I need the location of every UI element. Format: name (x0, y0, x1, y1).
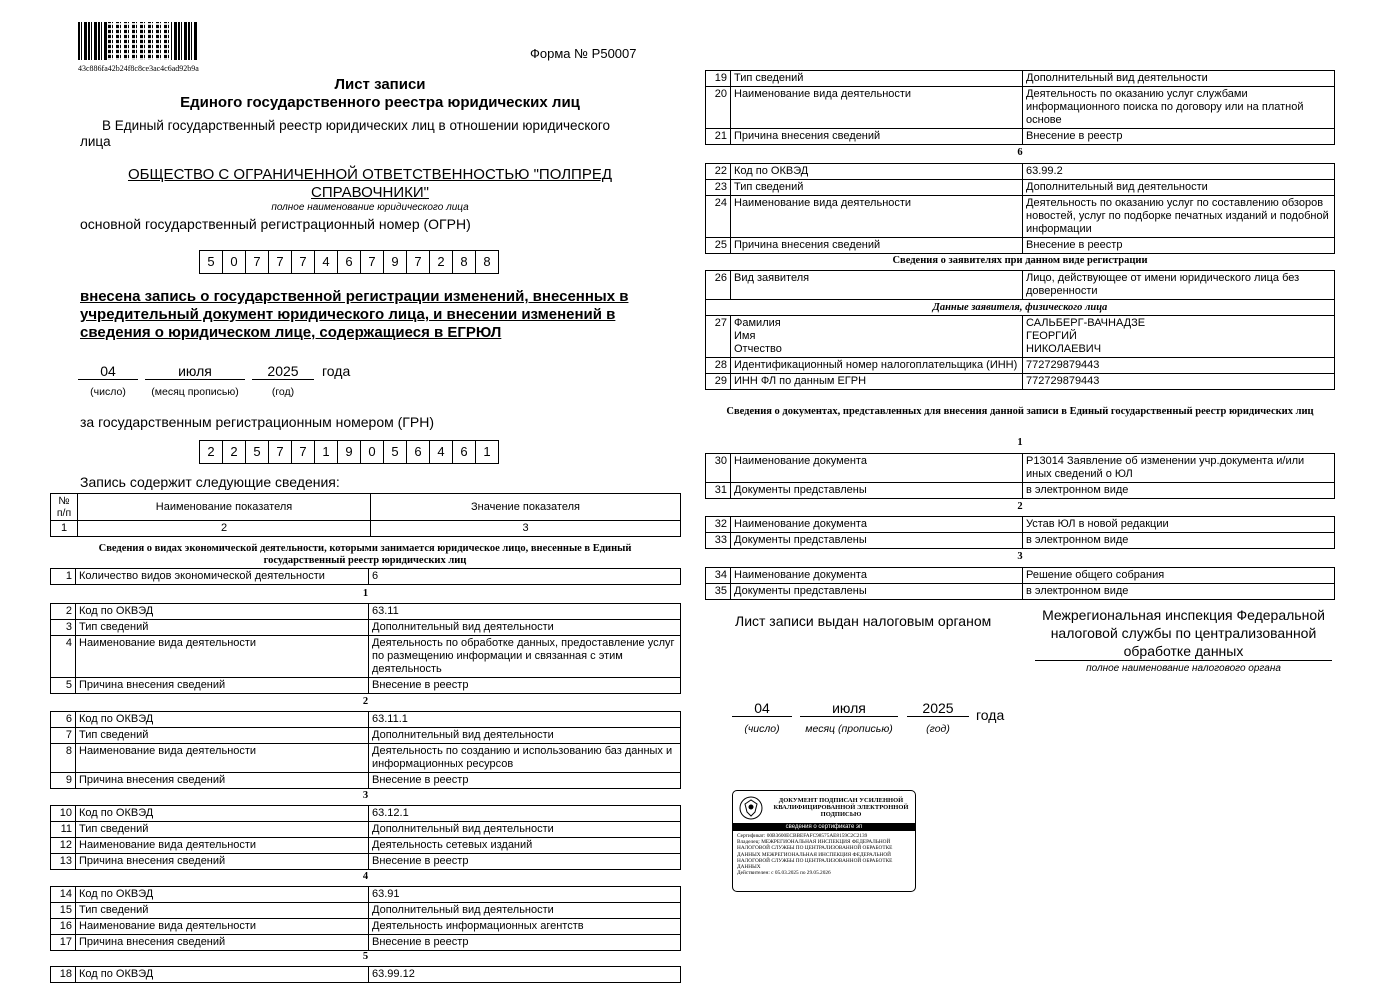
grn-digit: 6 (452, 440, 476, 464)
col-index: 3 (371, 521, 681, 537)
table-cell: Внесение в реестр (1023, 129, 1335, 145)
table-cell: Тип сведений (76, 728, 369, 744)
table-cell: Дополнительный вид деятельности (369, 903, 681, 919)
applicants-title: Сведения о заявителях при данном виде регистрации (892, 255, 1148, 266)
table-row (706, 454, 1335, 483)
ogrn-digit: 0 (222, 250, 246, 274)
grn-digit: 2 (199, 440, 223, 464)
grn-digit: 2 (222, 440, 246, 464)
table-row (706, 129, 1335, 145)
table-cell: Деятельность по оказанию услуг службами информационного поиска по договору или на платной основе (1023, 87, 1335, 129)
table-cell: Причина внесения сведений (76, 678, 369, 694)
table-cell: Деятельность по созданию и использованию баз данных и информационных ресурсов (369, 744, 681, 773)
table-cell: Код по ОКВЭД (76, 887, 369, 903)
group-number: 6 (1017, 147, 1023, 158)
ogrn-digit: 4 (314, 250, 338, 274)
group-number: 1 (362, 588, 369, 599)
grn-digit: 1 (475, 440, 499, 464)
table-cell: 17 (51, 935, 76, 951)
table-cell: 63.99.2 (1023, 164, 1335, 180)
entry-text: внесена запись о государственной регистрации изменений, внесенных в учредительный документ юридического лица, и внесении изменений в сведения о юридическом лице, содержащиеся в ЕГРЮЛ (80, 288, 629, 341)
table-cell: 7 (51, 728, 76, 744)
table-cell: Наименование вида деятельности (731, 87, 1023, 129)
table-cell: САЛЬБЕРГ-ВАЧНАДЗЕ ГЕОРГИЙ НИКОЛАЕВИЧ (1023, 316, 1335, 358)
person-title: Данные заявителя, физического лица (706, 300, 1335, 316)
table-cell: 31 (706, 483, 731, 499)
table-cell: Тип сведений (76, 822, 369, 838)
table-row (51, 919, 681, 935)
okved-group-5-cont (705, 70, 1335, 145)
table-cell: 29 (706, 374, 731, 390)
table-cell: 1 (51, 569, 76, 585)
table-row (706, 316, 1335, 358)
table-cell: 12 (51, 838, 76, 854)
intro-text: В Единый государственный реестр юридических лиц в отношении юридического лица (80, 118, 611, 149)
table-cell: Дополнительный вид деятельности (1023, 180, 1335, 196)
table-cell: Документы представлены (731, 533, 1023, 549)
table-cell: 772729879443 (1023, 374, 1335, 390)
issue-date-year: 2025 (907, 700, 969, 717)
table-cell: 63.11.1 (369, 712, 681, 728)
table-cell: Лицо, действующее от имени юридического лица без доверенности (1023, 271, 1335, 300)
table-row (706, 180, 1335, 196)
table-cell: 34 (706, 568, 731, 584)
table-cell: 26 (706, 271, 731, 300)
table-cell: 11 (51, 822, 76, 838)
table-cell: Тип сведений (76, 903, 369, 919)
table-cell: 14 (51, 887, 76, 903)
table-cell: 16 (51, 919, 76, 935)
col-name-header: Наименование показателя (78, 494, 371, 521)
okved-group-2 (50, 711, 681, 789)
table-cell: 28 (706, 358, 731, 374)
table-cell: Вид заявителя (731, 271, 1023, 300)
table-cell: 63.99.12 (369, 967, 681, 983)
table-cell: Причина внесения сведений (731, 129, 1023, 145)
table-cell: Наименование вида деятельности (76, 744, 369, 773)
ogrn-digit: 7 (291, 250, 315, 274)
date-month-caption: (месяц прописью) (151, 386, 239, 398)
stamp-valid: Действителен: с 05.03.2025 по 29.05.2026 (737, 870, 831, 877)
table-row (50, 568, 681, 585)
table-row (706, 87, 1335, 129)
ogrn-digit: 8 (452, 250, 476, 274)
ogrn-digit: 8 (475, 250, 499, 274)
table-cell: Причина внесения сведений (76, 854, 369, 870)
date-year-caption: (год) (271, 386, 295, 398)
table-cell: Дополнительный вид деятельности (369, 822, 681, 838)
table-cell: 6 (51, 712, 76, 728)
grn-label: за государственным регистрационным номером (ГРН) (80, 414, 434, 430)
okved-group-1 (50, 603, 681, 694)
table-cell: 24 (706, 196, 731, 238)
table-cell: Тип сведений (731, 71, 1023, 87)
applicant-table (705, 270, 1335, 390)
table-cell: 9 (51, 773, 76, 789)
issue-date-month: июля (800, 700, 898, 717)
table-cell: Тип сведений (76, 620, 369, 636)
table-cell: Дополнительный вид деятельности (369, 728, 681, 744)
document-group-3 (705, 567, 1335, 600)
e-signature-stamp (732, 790, 916, 892)
issue-month-caption: месяц (прописью) (805, 723, 893, 735)
table-cell: 13 (51, 854, 76, 870)
ogrn-digit: 7 (245, 250, 269, 274)
table-cell: 21 (706, 129, 731, 145)
table-row (706, 374, 1335, 390)
org-caption: полное наименование юридического лица (271, 202, 469, 213)
table-cell: Наименование вида деятельности (76, 919, 369, 935)
table-cell: Р13014 Заявление об изменении учр.документа и/или иных сведений о ЮЛ (1023, 454, 1335, 483)
date-day: 04 (78, 363, 138, 380)
col-index: 1 (51, 521, 78, 537)
table-row (51, 773, 681, 789)
table-cell: Внесение в реестр (369, 935, 681, 951)
table-cell: Внесение в реестр (1023, 238, 1335, 254)
issue-date-day: 04 (732, 700, 792, 717)
title-line-1: Лист записи (334, 76, 426, 93)
table-row (51, 712, 681, 728)
table-cell: 18 (51, 967, 76, 983)
table-cell: в электронном виде (1023, 584, 1335, 600)
table-row (51, 838, 681, 854)
table-cell: 3 (51, 620, 76, 636)
tax-authority-name: Межрегиональная инспекция Федеральной налоговой службы по централизованной обработке данных (1035, 606, 1332, 661)
ogrn-digit: 7 (268, 250, 292, 274)
table-row (51, 728, 681, 744)
table-cell: Деятельность по обработке данных, предоставление услуг по размещению информации и связанная с этим деятельность (369, 636, 681, 678)
table-cell: Причина внесения сведений (76, 935, 369, 951)
table-cell: Код по ОКВЭД (731, 164, 1023, 180)
date-day-caption: (число) (90, 386, 126, 398)
col-index: 2 (78, 521, 371, 537)
ogrn-label: основной государственный регистрационный номер (ОГРН) (80, 216, 471, 232)
table-cell: 63.12.1 (369, 806, 681, 822)
table-cell: Тип сведений (731, 180, 1023, 196)
table-cell: 63.11 (369, 604, 681, 620)
table-row (51, 620, 681, 636)
table-cell: 25 (706, 238, 731, 254)
table-cell: Внесение в реестр (369, 678, 681, 694)
table-cell: 8 (51, 744, 76, 773)
group-number: 5 (362, 951, 369, 962)
table-row (706, 164, 1335, 180)
grn-digit: 5 (245, 440, 269, 464)
table-row (706, 271, 1335, 300)
issue-date-suffix: года (976, 707, 1005, 723)
table-row (706, 517, 1335, 533)
issue-year-caption: (год) (926, 723, 950, 735)
table-cell: 20 (706, 87, 731, 129)
table-cell: Наименование документа (731, 454, 1023, 483)
grn-digit: 9 (337, 440, 361, 464)
table-cell: Устав ЮЛ в новой редакции (1023, 517, 1335, 533)
ogrn-digit: 7 (360, 250, 384, 274)
ogrn-digit: 5 (199, 250, 223, 274)
table-cell: в электронном виде (1023, 483, 1335, 499)
grn-digit: 5 (383, 440, 407, 464)
table-header (50, 493, 681, 537)
group-number: 3 (1017, 551, 1023, 562)
table-cell: Фамилия Имя Отчество (731, 316, 1023, 358)
table-row (51, 806, 681, 822)
table-cell: Дополнительный вид деятельности (369, 620, 681, 636)
grn-digit: 6 (406, 440, 430, 464)
document-group-1 (705, 453, 1335, 499)
table-cell: 15 (51, 903, 76, 919)
group-number: 3 (362, 790, 369, 801)
grn-digit: 4 (429, 440, 453, 464)
date-month: июля (145, 363, 245, 380)
table-cell: Количество видов экономической деятельности (76, 569, 369, 585)
table-row (51, 636, 681, 678)
table-cell: 6 (369, 569, 681, 585)
grn-digit: 7 (291, 440, 315, 464)
date-year: 2025 (252, 363, 314, 380)
grn-digit: 7 (268, 440, 292, 464)
okved-group-4 (50, 886, 681, 951)
stamp-owner: Владелец: МЕЖРЕГИОНАЛЬНАЯ ИНСПЕКЦИЯ ФЕДЕРАЛЬНОЙ НАЛОГОВОЙ СЛУЖБЫ ПО ЦЕНТРАЛИЗОВАННОЙ ОБРАБОТКЕ ДАННЫХ МЕЖРЕГИОНАЛЬНАЯ ИНСПЕКЦИЯ ФЕДЕРАЛЬНОЙ НАЛОГОВОЙ СЛУЖБЫ ПО ЦЕНТРАЛИЗОВАННОЙ ОБРАБОТКЕ ДАННЫХ (737, 839, 893, 871)
ogrn-digit: 9 (383, 250, 407, 274)
table-cell: ИНН ФЛ по данным ЕГРН (731, 374, 1023, 390)
group-number: 4 (362, 871, 369, 882)
title-line-2: Единого государственного реестра юридических лиц (180, 94, 580, 111)
table-row (706, 533, 1335, 549)
table-cell: Наименование вида деятельности (76, 636, 369, 678)
group-number: 2 (1017, 501, 1023, 512)
tax-authority-caption: полное наименование налогового органа (1086, 663, 1281, 674)
table-cell: 4 (51, 636, 76, 678)
table-row (51, 604, 681, 620)
table-row (706, 584, 1335, 600)
table-cell: Деятельность по оказанию услуг по составлению обзоров новостей, услуг по подборке печатных изданий и подобной информации (1023, 196, 1335, 238)
stamp-body (737, 833, 913, 876)
table-row (51, 822, 681, 838)
table-cell: Причина внесения сведений (76, 773, 369, 789)
table-cell: 32 (706, 517, 731, 533)
group-number: 2 (362, 696, 369, 707)
stamp-bar: сведения о сертификате эп (733, 823, 915, 831)
table-cell: Деятельность информационных агентств (369, 919, 681, 935)
issued-label: Лист записи выдан налоговым органом (735, 613, 992, 629)
stamp-cert: Сертификат: 00B3600ECBBEFAFC98575AE8159C2C2139 (737, 833, 868, 839)
table-cell: 22 (706, 164, 731, 180)
grn-boxes (200, 440, 499, 464)
table-row (706, 483, 1335, 499)
barcode-hash: 43c886fa42b24f8c8ce3ac4c6ad92b9a (78, 64, 199, 73)
date-suffix: года (322, 363, 351, 379)
table-cell: Код по ОКВЭД (76, 967, 369, 983)
okved-group-3 (50, 805, 681, 870)
table-cell: Код по ОКВЭД (76, 712, 369, 728)
table-cell: 35 (706, 584, 731, 600)
table-cell: Код по ОКВЭД (76, 604, 369, 620)
table-row (706, 358, 1335, 374)
issue-day-caption: (число) (744, 723, 780, 735)
table-cell: Дополнительный вид деятельности (1023, 71, 1335, 87)
documents-title: Сведения о документах, представленных для внесения данной записи в Единый государственный реестр юридических лиц (726, 406, 1314, 417)
table-cell: Наименование документа (731, 568, 1023, 584)
ogrn-digit: 2 (429, 250, 453, 274)
table-cell: в электронном виде (1023, 533, 1335, 549)
table-cell: Идентификационный номер налогоплательщика (ИНН) (731, 358, 1023, 374)
emblem-icon (737, 795, 765, 821)
grn-digit: 1 (314, 440, 338, 464)
org-name: ОБЩЕСТВО С ОГРАНИЧЕННОЙ ОТВЕТСТВЕННОСТЬЮ "ПОЛПРЕД СПРАВОЧНИКИ" (127, 166, 612, 201)
table-row (706, 568, 1335, 584)
table-cell: Наименование вида деятельности (76, 838, 369, 854)
table-cell: 63.91 (369, 887, 681, 903)
grn-digit: 0 (360, 440, 384, 464)
contains-label: Запись содержит следующие сведения: (80, 474, 340, 490)
table-row (51, 854, 681, 870)
table-cell: Наименование документа (731, 517, 1023, 533)
table-cell: 30 (706, 454, 731, 483)
table-cell: Наименование вида деятельности (731, 196, 1023, 238)
table-cell: Документы представлены (731, 483, 1023, 499)
table-cell: Код по ОКВЭД (76, 806, 369, 822)
table-cell: 10 (51, 806, 76, 822)
table-row (706, 238, 1335, 254)
table-row (51, 903, 681, 919)
ogrn-boxes (200, 250, 499, 274)
table-cell: 772729879443 (1023, 358, 1335, 374)
stamp-title: ДОКУМЕНТ ПОДПИСАН УСИЛЕННОЙ КВАЛИФИЦИРОВАННОЙ ЭЛЕКТРОННОЙ ПОДПИСЬЮ (773, 797, 909, 818)
col-num-header: № п/п (51, 494, 78, 521)
table-cell: Внесение в реестр (369, 773, 681, 789)
okved-group-6 (705, 163, 1335, 254)
table-cell: Причина внесения сведений (731, 238, 1023, 254)
table-cell: Решение общего собрания (1023, 568, 1335, 584)
group-number: 1 (1017, 437, 1023, 448)
table-cell: 5 (51, 678, 76, 694)
table-row (51, 744, 681, 773)
section-okved-title: Сведения о видах экономической деятельности, которыми занимается юридическое лицо, внесенные в Единый государственный реестр юридических лиц (98, 543, 632, 566)
barcode (78, 22, 198, 60)
form-number: Форма № Р50007 (530, 46, 637, 61)
ogrn-digit: 6 (337, 250, 361, 274)
table-row (706, 196, 1335, 238)
document-group-2 (705, 516, 1335, 549)
table-cell: Документы представлены (731, 584, 1023, 600)
table-cell: 23 (706, 180, 731, 196)
table-cell: 2 (51, 604, 76, 620)
table-row (51, 935, 681, 951)
table-row (51, 678, 681, 694)
col-value-header: Значение показателя (371, 494, 681, 521)
ogrn-digit: 7 (406, 250, 430, 274)
table-row (51, 887, 681, 903)
table-cell: 27 (706, 316, 731, 358)
table-cell: Деятельность сетевых изданий (369, 838, 681, 854)
table-row (50, 966, 681, 983)
table-cell: 19 (706, 71, 731, 87)
table-cell: 33 (706, 533, 731, 549)
table-cell: Внесение в реестр (369, 854, 681, 870)
table-row (706, 71, 1335, 87)
